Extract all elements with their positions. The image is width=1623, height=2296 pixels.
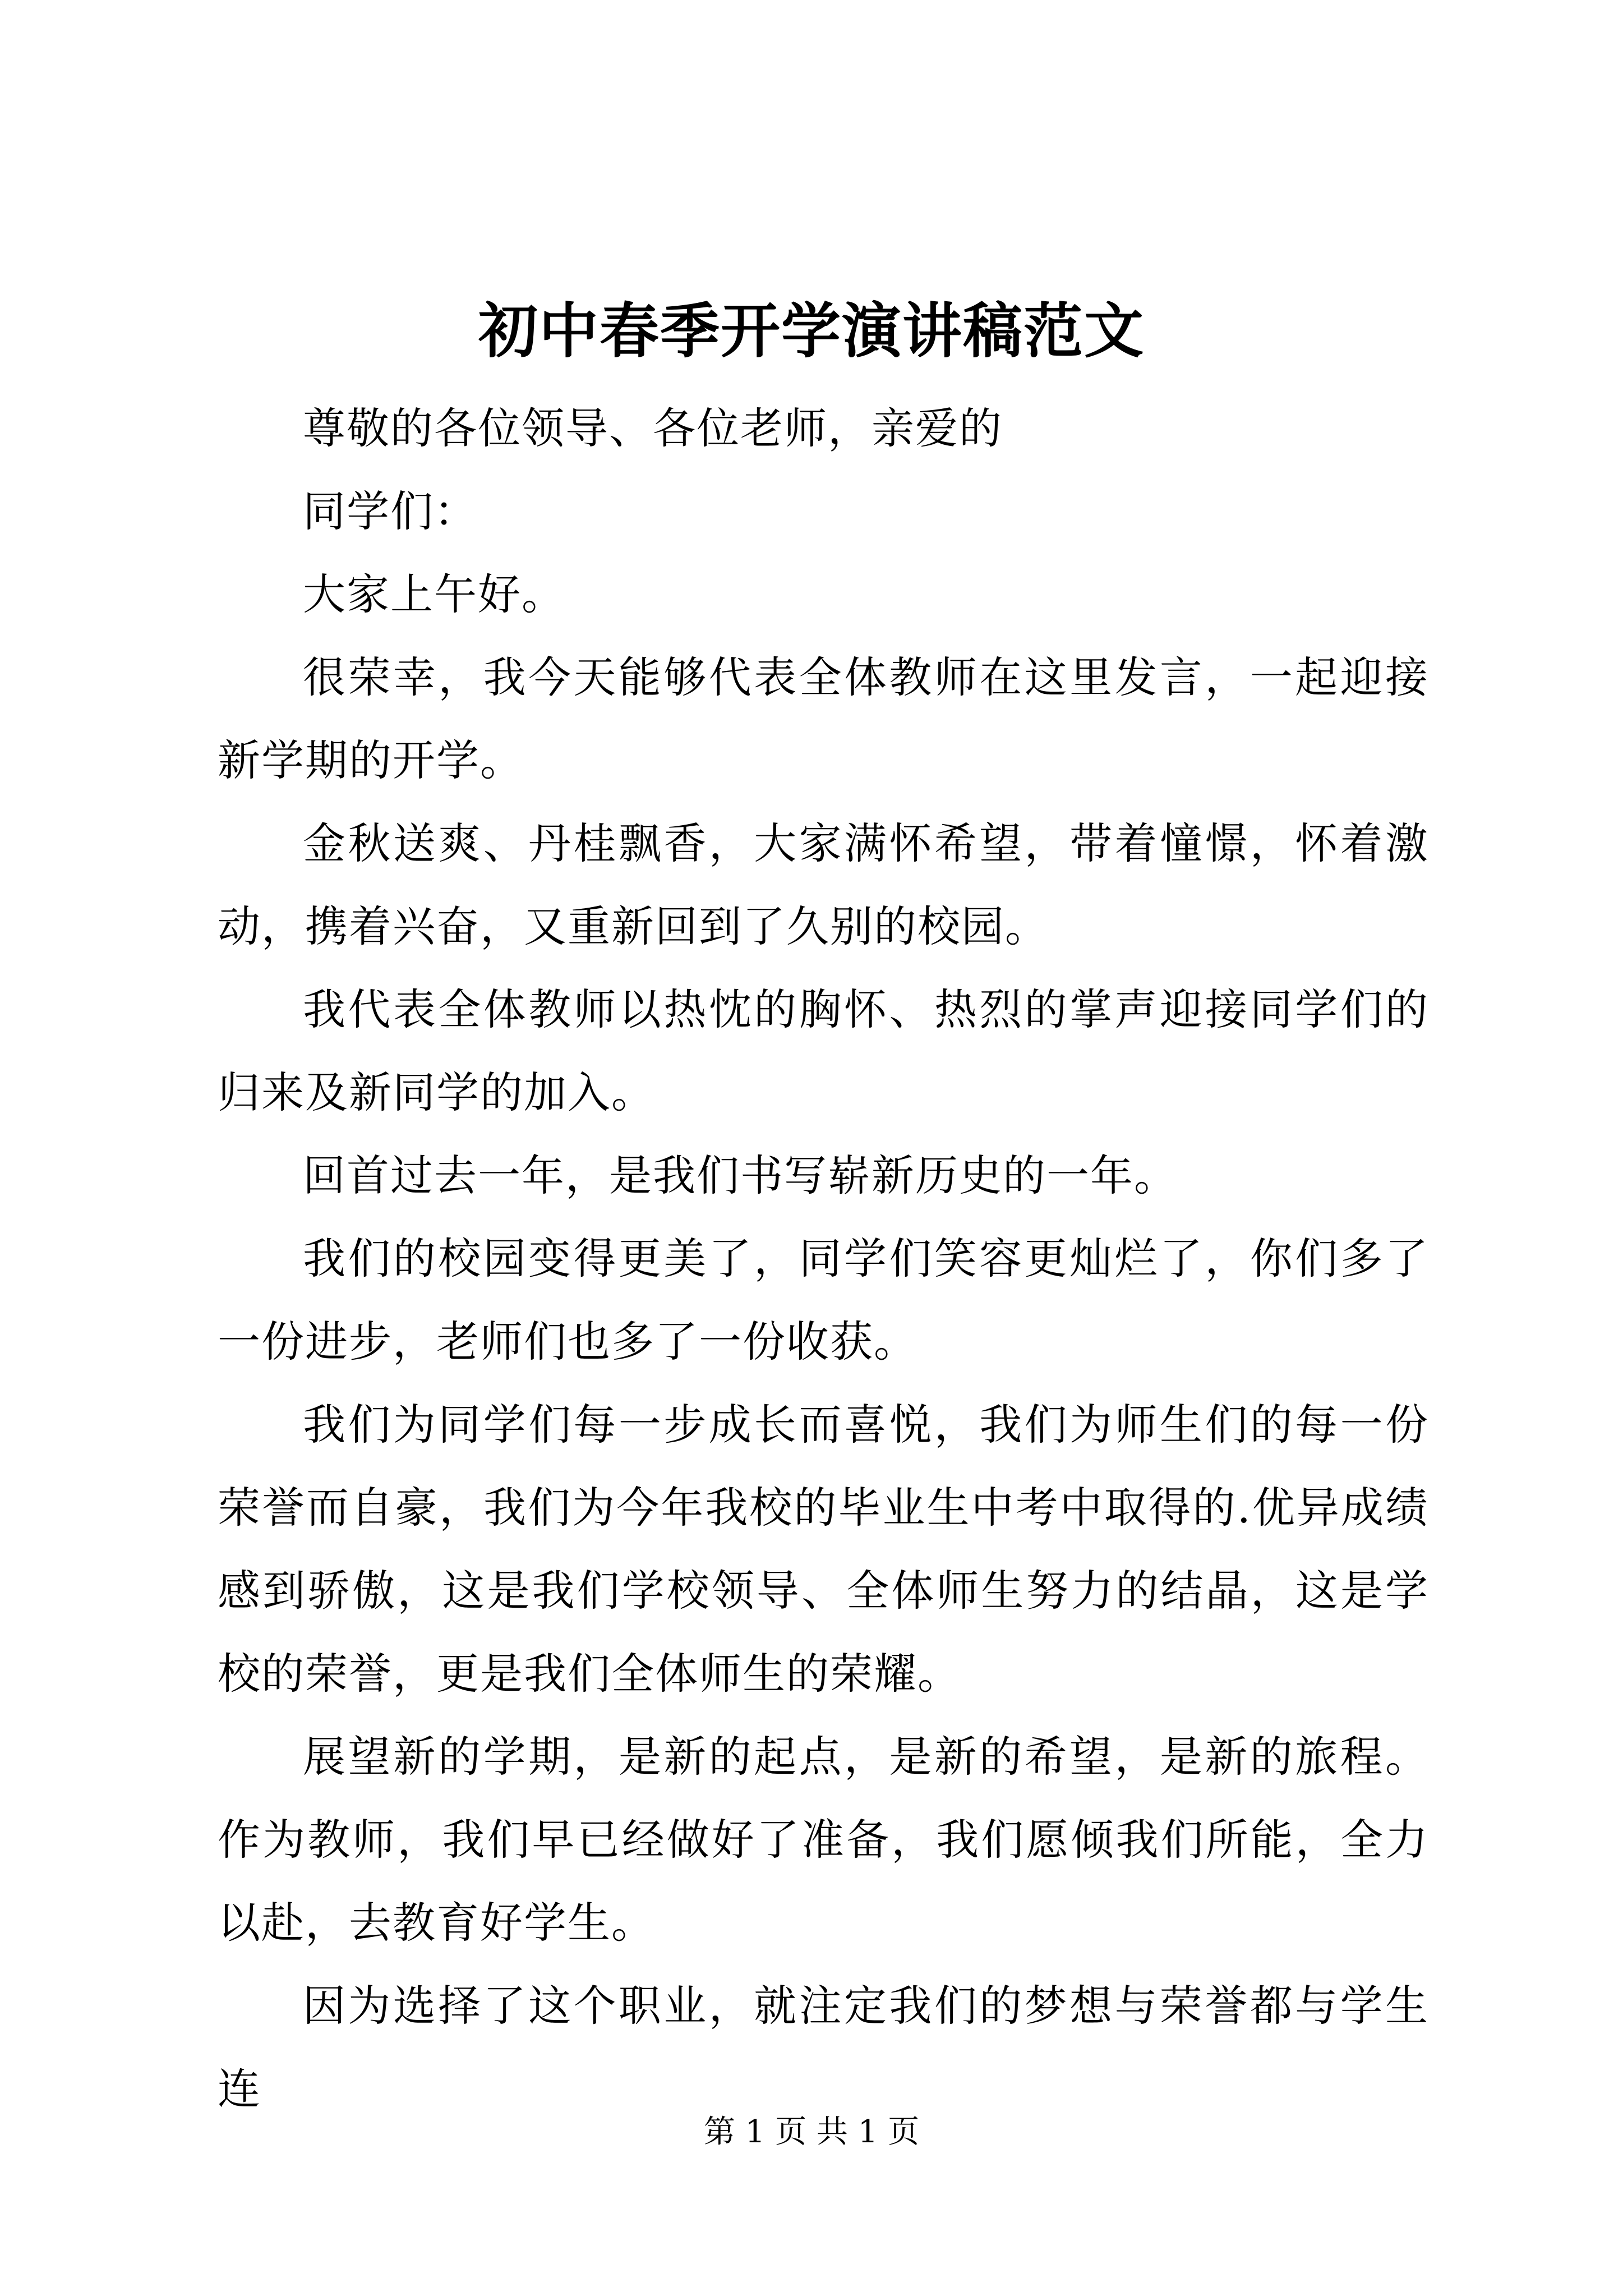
paragraph: 金秋送爽、丹桂飘香，大家满怀希望，带着憧憬，怀着激动，携着兴奋，又重新回到了久别的校园。 (218, 818, 1429, 951)
paragraph: 尊敬的各位领导、各位老师，亲爱的 (303, 403, 1003, 453)
paragraph: 我们的校园变得更美了，同学们笑容更灿烂了，你们多了一份进步，老师们也多了一份收获。 (218, 1234, 1429, 1366)
document-title: 初中春季开学演讲稿范文 (478, 296, 1145, 366)
paragraph: 大家上午好。 (303, 569, 565, 619)
document-body (218, 387, 1429, 2131)
paragraph: 我代表全体教师以热忱的胸怀、热烈的掌声迎接同学们的归来及新同学的加入。 (218, 984, 1429, 1117)
paragraph: 很荣幸，我今天能够代表全体教师在这里发言，一起迎接新学期的开学。 (218, 652, 1429, 785)
paragraph: 同学们： (303, 486, 478, 536)
paragraph: 因为选择了这个职业，就注定我们的梦想与荣誉都与学生连 (218, 1981, 1429, 2114)
paragraph: 我们为同学们每一步成长而喜悦，我们为师生们的每一份荣誉而自豪，我们为今年我校的毕业生中考中取得的.优异成绩感到骄傲，这是我们学校领导、全体师生努力的结晶，这是学校的荣誉，更是我们全体师生的荣耀。 (218, 1400, 1429, 1699)
page-footer: 第 1 页 共 1 页 (703, 2114, 920, 2150)
paragraph: 回首过去一年，是我们书写崭新历史的一年。 (303, 1151, 1178, 1200)
paragraph: 展望新的学期，是新的起点，是新的希望，是新的旅程。作为教师，我们早已经做好了准备，我们愿倾我们所能，全力以赴，去教育好学生。 (218, 1732, 1429, 1948)
